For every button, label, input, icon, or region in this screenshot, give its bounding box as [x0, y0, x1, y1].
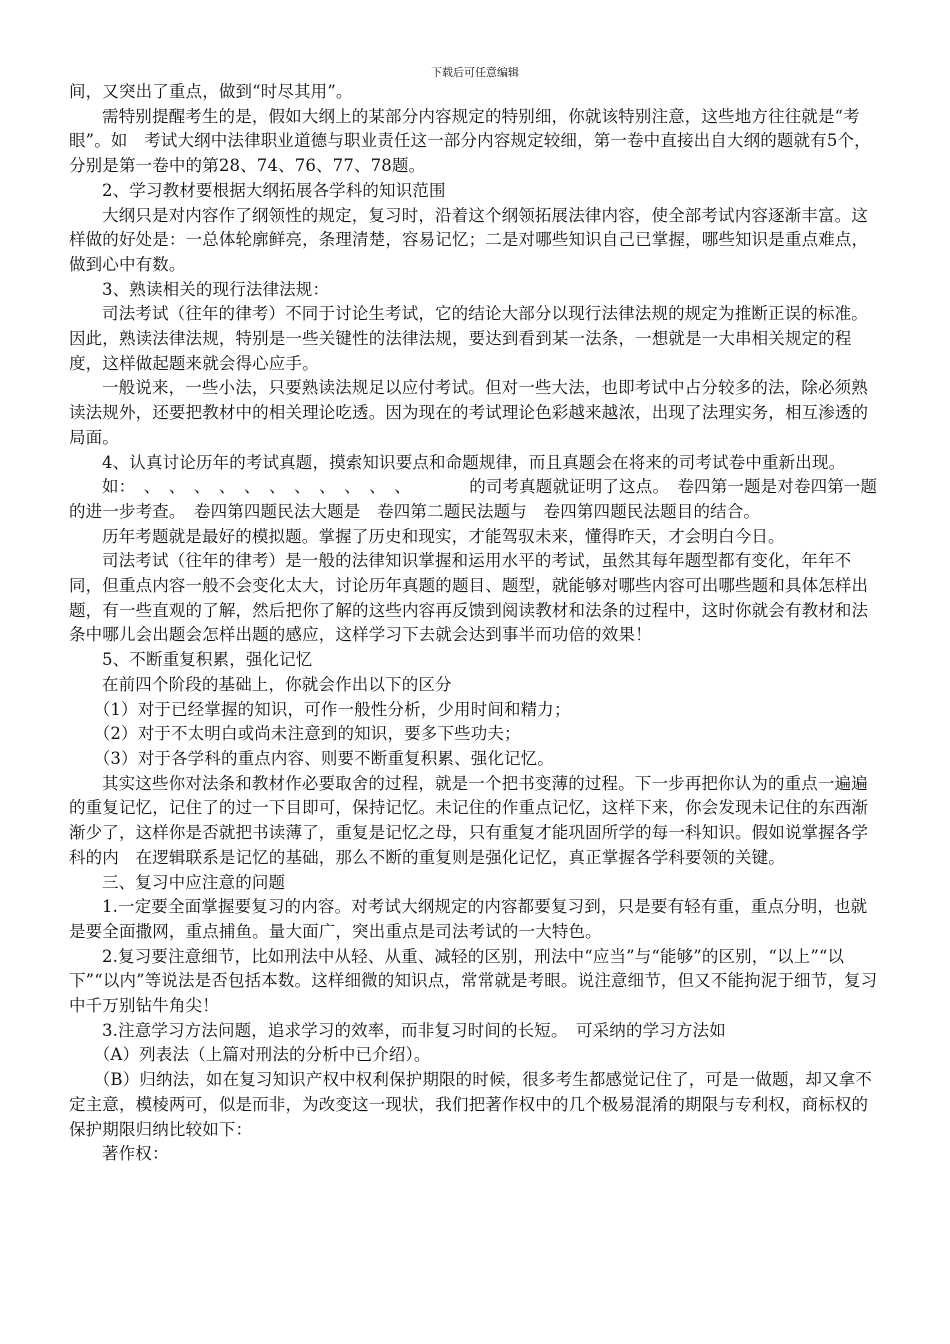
page-header: 下载后可任意编辑 — [431, 66, 519, 79]
list-item: （B）归纳法，如在复习知识产权中权利保护期限的时候，很多考生都感觉记住了，可是一做题，却又拿不定主意，模棱两可，似是而非，为改变这一现状，我们把著作权中的几个极易混淆的期限与专利权，商标权的保护期限归纳比较如下： — [69, 1070, 872, 1139]
paragraph: 大纲只是对内容作了纲领性的规定，复习时，沿着这个纲领拓展法律内容，使全部考试内容逐渐丰富。这样做的好处是：一总体轮廓鲜亮，条理清楚，容易记忆；二是对哪些知识自己已掌握，哪些知识是重点难点，做到心中有数。 — [69, 205, 869, 274]
section-heading: 三、复习中应注意的问题 — [102, 872, 286, 892]
section-heading: 2、学习教材要根据大纲拓展各学科的知识范围 — [102, 180, 446, 200]
paragraph: 司法考试（往年的律考）是一般的法律知识掌握和运用水平的考试，虽然其每年题型都有变化，年年不同，但重点内容一般不会变化太大，讨论历年真题的题目、题型，就能够对哪些内容可出哪些题和具体怎样出题，有一些直观的了解，然后把你了解的这些内容再反馈到阅读教材和法条的过程中，这时你就会有教材和法条中哪儿会出题会怎样出题的感应，这样学习下去就会达到事半而功倍的效果！ — [69, 551, 869, 645]
paragraph: 2.复习要注意细节，比如刑法中从轻、从重、减轻的区别，刑法中“应当”与“能够”的区别，“以上”“以下”“以内”等说法是否包括本数。这样细微的知识点，常常就是考眼。说注意细节，但又不能拘泥于细节，复习中千万别钻牛角尖！ — [69, 946, 878, 1016]
paragraph: 著作权： — [102, 1144, 169, 1164]
paragraph: 历年考题就是最好的模拟题。掌握了历史和现实，才能驾驭未来，懂得昨天，才会明白今日。 — [102, 526, 785, 546]
list-item: （2）对于不太明白或尚未注意到的知识，要多下些功夫； — [93, 724, 521, 744]
paragraph: 其实这些你对法条和教材作必要取舍的过程，就是一个把书变薄的过程。下一步再把你认为的重点一遍遍的重复记忆，记住了的过一下目即可，保持记忆。未记住的作重点记忆，这样下来，你会发现未记住的东西渐渐少了，这样你是否就把书读薄了，重复是记忆之母，只有重复才能巩固所学的每一科知识。假如说掌握各学科的内 在逻辑联系是记忆的基础，那么不断的重复则是强化记忆，真正掌握各学科要领的关键。 — [69, 773, 869, 867]
paragraph: 间，又突出了重点，做到“时尽其用”。 — [69, 82, 353, 101]
document-body — [69, 80, 881, 1167]
paragraph: 1.一定要全面掌握要复习的内容。对考试大纲规定的内容都要复习到，只是要有轻有重，重点分明，也就是要全面撒网，重点捕鱼。量大面广，突出重点是司法考试的一大特色。 — [69, 897, 868, 941]
list-item: （A）列表法（上篇对刑法的分析中已介绍）。 — [93, 1045, 431, 1065]
paragraph: 司法考试（往年的律考）不同于讨论生考试，它的结论大部分以现行法律法规的规定为推断正误的标准。因此，熟读法律法规，特别是一些关键性的法律法规，要达到看到某一法条，一想就是一大串相关规定的程度，这样做起题来就会得心应手。 — [69, 304, 868, 373]
list-item: （1）对于已经掌握的知识，可作一般性分析，少用时间和精力； — [93, 699, 571, 719]
section-heading: 5、不断重复积累，强化记忆 — [102, 650, 313, 670]
list-item: （3）对于各学科的重点内容、则要不断重复积累、强化记忆。 — [93, 748, 554, 768]
paragraph: 如： 、 、 、 、 、 、 、 、 、 、 、 的司考真题就证明了这点。 卷四第一题是对卷四第一题的进一步考查。 卷四第四题民法大题是 卷四第二题民法题与 卷四第四题民法题目的结合。 — [69, 477, 878, 521]
paragraph: 3.注意学习方法问题，追求学习的效率，而非复习时间的长短。 可采纳的学习方法如 — [102, 1020, 726, 1040]
paragraph: 在前四个阶段的基础上，你就会作出以下的区分 — [102, 674, 452, 694]
section-heading: 4、认真讨论历年的考试真题，摸索知识要点和命题规律，而且真题会在将来的司考试卷中重新出现。 — [102, 452, 846, 472]
paragraph: 需特别提醒考生的是，假如大纲上的某部分内容规定的特别细，你就该特别注意，这些地方往往就是“考眼”。如 考试大纲中法律职业道德与职业责任这一部分内容规定较细，第一卷中直接出自大纲的题就有5个，分别是第一卷中的第28、74、76、77、78题。 — [69, 106, 871, 176]
section-heading: 3、熟读相关的现行法律法规： — [102, 279, 330, 299]
paragraph: 一般说来，一些小法，只要熟读法规足以应付考试。但对一些大法，也即考试中占分较多的法，除必须熟读法规外，还要把教材中的相关理论吃透。因为现在的考试理论色彩越来越浓，出现了法理实务，相互渗透的局面。 — [69, 378, 869, 447]
